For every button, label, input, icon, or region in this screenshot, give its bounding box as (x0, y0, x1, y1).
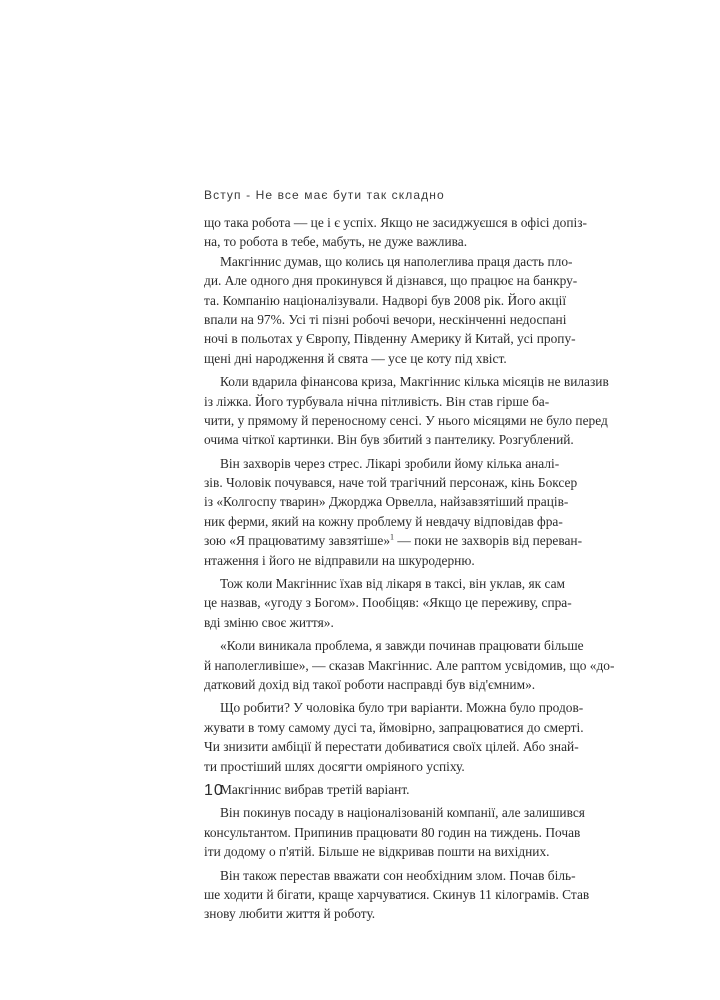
paragraph (204, 636, 615, 694)
text-line: Тож коли Макгіннис їхав від лікаря в таксі, він уклав, як сам (220, 576, 566, 592)
text-line: із «Колгоспу тварин» Джорджа Орвелла, найзавзятіший праців- (204, 494, 569, 510)
text-line: Макгіннис вибрав третій варіант. (220, 781, 410, 797)
page-number: 10 (204, 782, 224, 799)
text-line: Чи знизити амбіції й перестати добиватися своїх цілей. Або знай- (204, 739, 579, 755)
text-line: вді зміню своє життя». (204, 614, 334, 630)
text-line: що така робота — це і є успіх. Якщо не засиджуєшся в офісі допіз- (204, 215, 587, 230)
text-line (204, 531, 583, 550)
paragraph (204, 574, 572, 632)
text-line: знову любити життя й роботу. (204, 906, 376, 922)
text-line: ше ходити й бігати, краще харчуватися. Скинув 11 кілограмів. Став (204, 886, 590, 902)
paragraph (204, 213, 587, 252)
text-line: іти додому о п'ятій. Більше не відкривав пошти на вихідних. (204, 844, 550, 860)
text-line: очима чіткої картинки. Він був збитий з пантелику. Розгублений. (204, 432, 574, 448)
paragraph (204, 780, 522, 799)
text-line: впали на 97%. Усі ті пізні робочі вечори, нескінченні недоспані (204, 311, 567, 327)
text-line: ночі в польотах у Європу, Південну Америку й Китай, усі пропу- (204, 331, 576, 347)
text-line: ник ферми, який на кожну проблему й невдачу відповідав фра- (204, 513, 563, 529)
paragraph (204, 252, 578, 368)
text-line: із ліжка. Його турбувала нічна пітливість. Він став гірше ба- (204, 393, 550, 409)
text-line: та. Компанію націоналізували. Надворі був 2008 рік. Його акції (204, 292, 567, 308)
body-text (204, 213, 615, 924)
text-line: щені дні народження й свята — усе це коту під хвіст. (204, 350, 507, 366)
paragraph (204, 372, 609, 450)
text-line: консультантом. Припинив працювати 80 годин на тиждень. Почав (204, 824, 581, 840)
paragraph (204, 803, 585, 861)
paragraph (204, 454, 583, 570)
paragraph (204, 866, 590, 924)
text-line: Що робити? У чоловіка було три варіанти. Можна було продов- (220, 700, 584, 716)
text-line: це назвав, «угоду з Богом». Пообіцяв: «Якщо це переживу, спра- (204, 595, 572, 611)
footnote-mark: 1 (390, 532, 395, 542)
text-line: нтаження і його не відправили на шкуродерню. (204, 552, 475, 568)
running-header: Вступ - Не все має бути так складно (204, 188, 445, 202)
paragraph (204, 698, 584, 776)
text-line: датковий дохід від такої роботи насправді був від'ємним». (204, 676, 536, 692)
text-line: чити, у прямому й переносному сенсі. У нього місяцями не було перед (204, 412, 608, 428)
text-line: Він захворів через стрес. Лікарі зробили йому кілька аналі- (220, 455, 560, 471)
text-line: ти простіший шлях досягти омріяного успіху. (204, 758, 465, 774)
text-line: Макгіннис думав, що колись ця наполеглива праця дасть пло- (220, 253, 573, 269)
text-line: «Коли виникала проблема, я завжди починав працювати більше (220, 638, 584, 654)
text-line: Коли вдарила фінансова криза, Макгіннис кілька місяців не вилазив (220, 374, 609, 390)
text-line: жувати в тому самому дусі та, ймовірно, запрацюватися до смерті. (204, 719, 584, 735)
text-line: Він покинув посаду в націоналізованій компанії, але залишився (220, 805, 585, 821)
text-line: ди. Але одного дня прокинувся й дізнався, що працює на банкру- (204, 273, 578, 289)
text-fragment: — поки не захворів від переван- (394, 533, 583, 549)
text-fragment: зою «Я працюватиму завзятіше» (204, 533, 391, 549)
text-line: Він також перестав вважати сон необхідним злом. Почав біль- (220, 867, 576, 883)
text-line: зів. Чоловік почувався, наче той трагічний персонаж, кінь Боксер (204, 475, 578, 491)
text-line: на, то робота в тебе, мабуть, не дуже важлива. (204, 234, 468, 250)
text-line: й наполегливіше», — сказав Макгіннис. Але раптом усвідомив, що «до- (204, 657, 615, 673)
